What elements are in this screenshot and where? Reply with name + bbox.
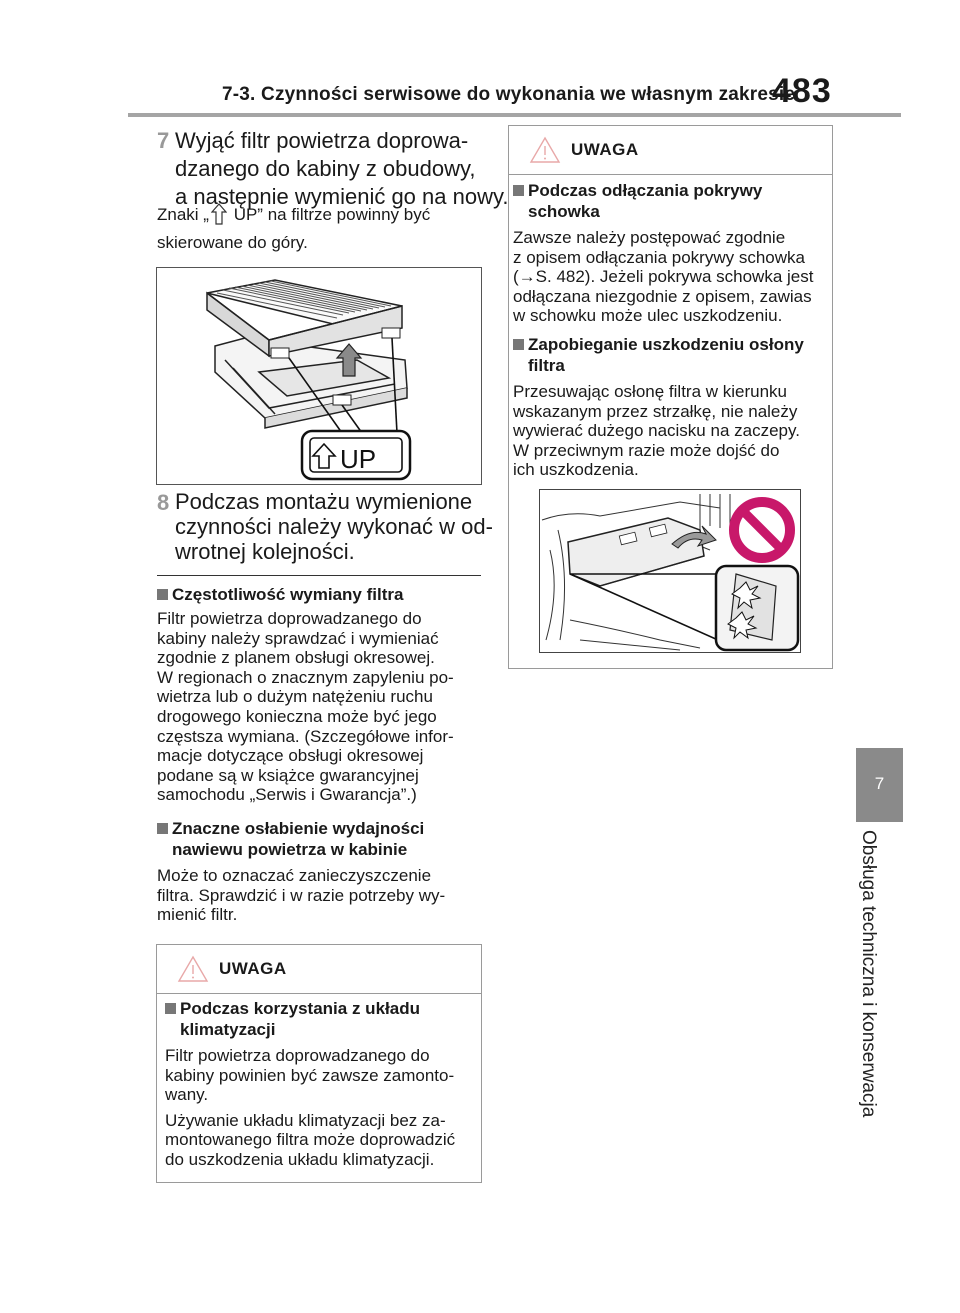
filter-cover-illustration: [539, 489, 801, 653]
step-7: [157, 127, 508, 211]
up-arrow-icon: [211, 203, 227, 225]
section-body: Może to oznaczać zanieczyszczenie filtra. Sprawdzić i w razie potrzeby wy- mienić filtr.: [157, 866, 446, 925]
warning-subtitle: Podczas korzystania z układu klimatyzacji: [165, 998, 477, 1040]
chapter-tab-number: 7: [874, 774, 885, 793]
header-rule: [128, 113, 901, 117]
section-frequency: [157, 584, 482, 805]
step-line: Wyjąć filtr powietrza doprowa-: [175, 128, 469, 153]
section-divider: [157, 575, 481, 576]
header-title: 7-3. Czynności serwisowe do wykonania we własnym zakresie: [222, 84, 796, 105]
warning-title: UWAGA: [219, 959, 287, 978]
warning-subtitle: Zapobieganie uszkodzeniu osłony filtra: [513, 334, 829, 376]
bullet-square-icon: [165, 1003, 176, 1014]
warning-paragraph: Filtr powietrza doprowadzanego do kabiny powinien być zawsze zamonto- wany.: [165, 1046, 455, 1105]
section-title: Znaczne osłabienie wydajności nawiewu powietrza w kabinie: [157, 818, 482, 860]
up-label: UP: [340, 444, 377, 474]
step-number: 8: [157, 490, 170, 515]
bullet-square-icon: [157, 589, 168, 600]
warning-box-ac: [156, 944, 482, 1183]
warning-box-glovebox: [508, 125, 833, 669]
warning-paragraph: Zawsze należy postępować zgodnie z opisem odłączania pokrywy schowka (→S. 482). Jeżeli pokrywa schowka jest odłączana niezgodnie z opisem, zawias w schowku może ulec uszkodzeniu.: [513, 228, 814, 326]
section-airflow: [157, 818, 482, 925]
warning-paragraph: Przesuwając osłonę filtra w kierunku wskazanym przez strzałkę, nie należy wywierać dużego nacisku na zaczepy. W przeciwnym razie może dojść do ich uszkodzenia.: [513, 381, 800, 480]
filter-illustration: [156, 267, 482, 485]
step-line: a następnie wymienić go na nowy.: [175, 184, 509, 209]
step-line: dzanego do kabiny z obudowy,: [175, 156, 476, 181]
bullet-square-icon: [513, 339, 524, 350]
step-line: czynności należy wykonać w od-: [175, 514, 493, 539]
step-7-note-line2: skierowane do góry.: [157, 233, 308, 252]
bullet-square-icon: [513, 185, 524, 196]
page-number: 483: [772, 72, 832, 110]
step-number: 7: [157, 128, 170, 153]
step-7-note: [157, 203, 430, 226]
warning-triangle-icon: [177, 955, 209, 983]
note-text: UP” na filtrze powinny być: [228, 205, 431, 224]
warning-triangle-icon: [529, 136, 561, 164]
note-text: Znaki „: [157, 205, 209, 224]
filter-cover-drawing: [540, 490, 800, 652]
warning-header: [509, 126, 832, 175]
section-title: Częstotliwość wymiany filtra: [157, 584, 482, 605]
warning-title: UWAGA: [571, 140, 639, 159]
warning-content: [165, 998, 477, 1170]
warning-subtitle: Podczas odłączania pokrywy schowka: [513, 180, 829, 222]
step-line: Podczas montażu wymienione: [175, 489, 473, 514]
chapter-label: Obsługa techniczna i konserwacja: [858, 830, 879, 1118]
warning-paragraph: Używanie układu klimatyzacji bez za- montowanego filtra może doprowadzić do uszkodzenia układu klimatyzacji.: [165, 1110, 456, 1169]
bullet-square-icon: [157, 823, 168, 834]
warning-content: [513, 180, 829, 480]
step-8: [157, 489, 493, 564]
warning-header: [157, 945, 481, 994]
section-body: Filtr powietrza doprowadzanego do kabiny należy sprawdzać i wymieniać zgodnie z planem obsługi okresowej. W regionach o znacznym zapyleniu po- wietrza lub o dużym natężeniu ruchu drogowego konieczna może być jego częstsza wymiana. (Szczegółowe infor- macje dotyczące obsługi okresowej podane są w książce gwarancyjnej samochodu „Serwis i Gwarancja”.): [157, 609, 454, 805]
filter-drawing: [157, 268, 481, 484]
step-line: wrotnej kolejności.: [175, 539, 355, 564]
